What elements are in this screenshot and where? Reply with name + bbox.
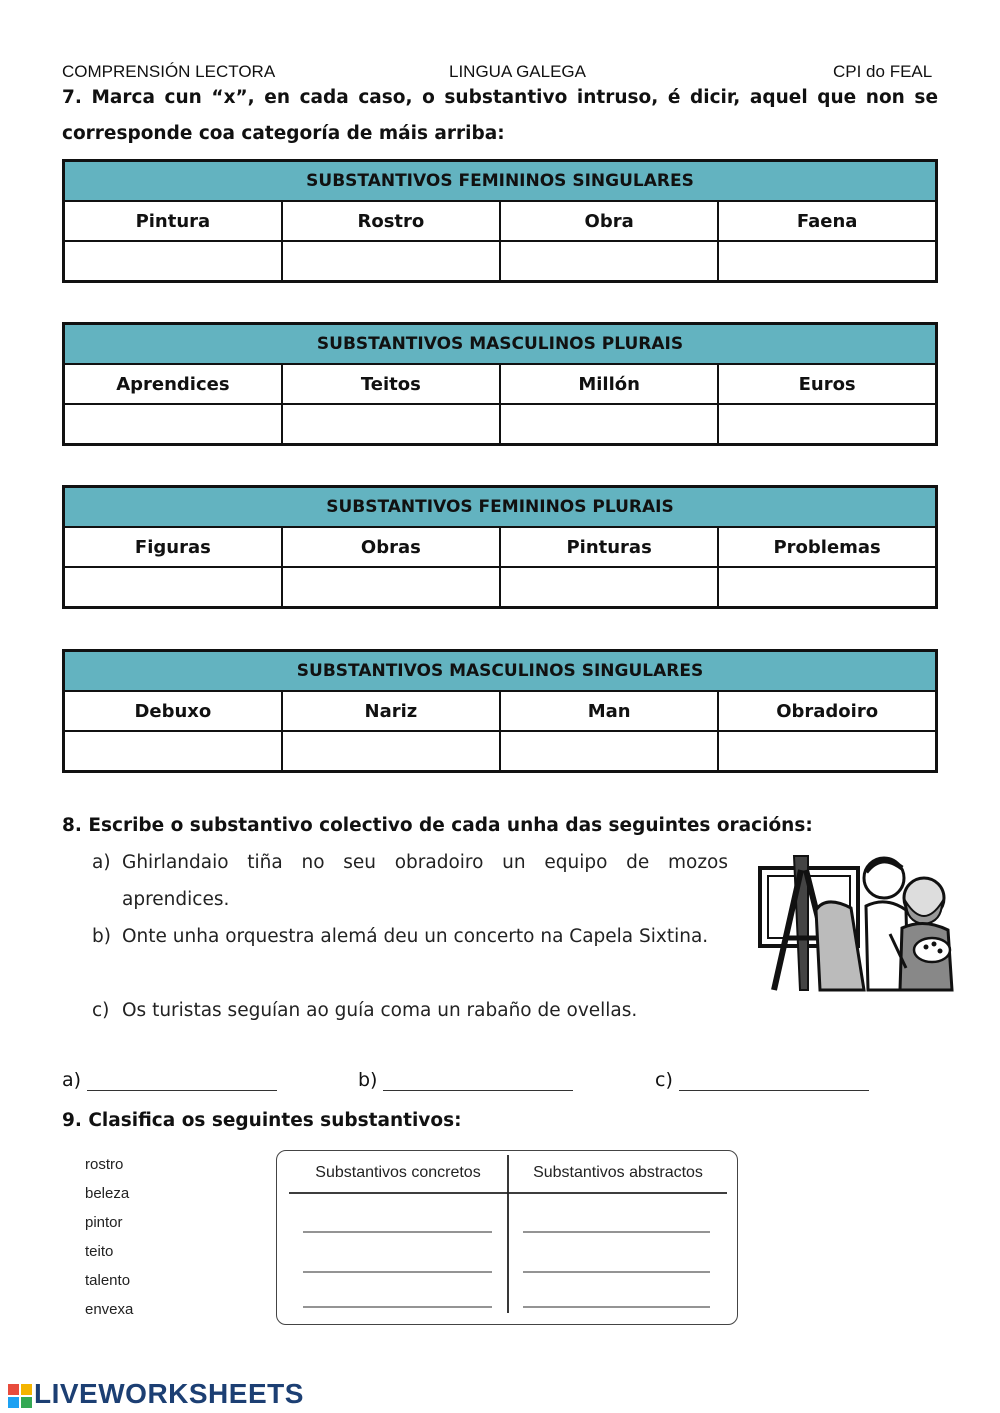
mark-cell[interactable] bbox=[282, 404, 500, 445]
word-cell: Faena bbox=[718, 201, 936, 241]
answer-b bbox=[358, 1066, 573, 1091]
sentence-a bbox=[92, 844, 728, 918]
mark-cell[interactable] bbox=[718, 404, 936, 445]
word-cell: Obras bbox=[282, 527, 500, 567]
mark-cell[interactable] bbox=[718, 731, 936, 772]
category-table bbox=[62, 649, 938, 773]
sentence-label: c) bbox=[92, 1000, 110, 1021]
word-item: rostro bbox=[85, 1156, 124, 1173]
q8-title: 8. Escribe o substantivo colectivo de cada unha das seguintes oracións: bbox=[62, 815, 813, 836]
sentence-label: a) bbox=[92, 852, 111, 873]
mark-cell[interactable] bbox=[282, 241, 500, 282]
word-cell: Figuras bbox=[64, 527, 282, 567]
answer-c bbox=[655, 1066, 869, 1091]
word-item: talento bbox=[85, 1272, 131, 1289]
mark-cell[interactable] bbox=[718, 567, 936, 608]
word-cell: Aprendices bbox=[64, 364, 282, 404]
word-cell: Debuxo bbox=[64, 691, 282, 731]
mark-cell[interactable] bbox=[282, 731, 500, 772]
word-cell: Man bbox=[500, 691, 718, 731]
sentence-text: Os turistas seguían ao guía coma un rabaño de ovellas. bbox=[122, 1000, 638, 1021]
word-item: pintor bbox=[85, 1214, 123, 1231]
sentence-c bbox=[92, 992, 728, 1029]
answer-line[interactable] bbox=[679, 1066, 869, 1091]
answer-label: b) bbox=[358, 1069, 378, 1091]
table-heading: SUBSTANTIVOS MASCULINOS PLURAIS bbox=[64, 324, 937, 365]
category-table bbox=[62, 159, 938, 283]
column-heading-abstract: Substantivos abstractos bbox=[533, 1164, 703, 1181]
painters-illustration bbox=[756, 850, 956, 992]
header-course: LINGUA GALEGA bbox=[449, 62, 586, 81]
mark-cell[interactable] bbox=[500, 404, 718, 445]
q7-title: 7. Marca cun “x”, en cada caso, o substantivo intruso, é dicir, aquel que non se corresponde coa categoría de máis arriba: bbox=[62, 87, 938, 144]
mark-cell[interactable] bbox=[64, 567, 282, 608]
sentence-b bbox=[92, 918, 728, 955]
mark-cell[interactable] bbox=[500, 241, 718, 282]
word-cell: Problemas bbox=[718, 527, 936, 567]
column-heading-concrete: Substantivos concretos bbox=[315, 1164, 481, 1181]
category-table bbox=[62, 322, 938, 446]
table-heading: SUBSTANTIVOS MASCULINOS SINGULARES bbox=[64, 651, 937, 692]
sentence-text: Ghirlandaio tiña no seu obradoiro un equipo de mozos aprendices. bbox=[122, 852, 728, 910]
paint-dot-shape bbox=[924, 945, 929, 950]
mark-cell[interactable] bbox=[64, 731, 282, 772]
word-cell: Euros bbox=[718, 364, 936, 404]
answer-a bbox=[62, 1066, 277, 1091]
word-cell: Pintura bbox=[64, 201, 282, 241]
mark-cell[interactable] bbox=[64, 241, 282, 282]
word-cell: Obra bbox=[500, 201, 718, 241]
answer-label: a) bbox=[62, 1069, 82, 1091]
classification-box bbox=[276, 1150, 738, 1325]
answer-label: c) bbox=[655, 1069, 673, 1091]
mark-cell[interactable] bbox=[718, 241, 936, 282]
classification-lines bbox=[277, 1151, 737, 1324]
word-cell: Rostro bbox=[282, 201, 500, 241]
header-subject: COMPRENSIÓN LECTORA bbox=[62, 62, 276, 81]
category-table bbox=[62, 485, 938, 609]
sentence-label: b) bbox=[92, 926, 111, 947]
word-cell: Nariz bbox=[282, 691, 500, 731]
word-list bbox=[85, 1150, 133, 1324]
word-item: beleza bbox=[85, 1185, 130, 1202]
paint-dot-shape bbox=[938, 949, 943, 954]
liveworksheets-logo-icon bbox=[8, 1384, 32, 1408]
header-school: CPI do FEAL bbox=[833, 62, 933, 81]
paint-dot-shape bbox=[932, 942, 937, 947]
mark-cell[interactable] bbox=[500, 731, 718, 772]
word-cell: Pinturas bbox=[500, 527, 718, 567]
sentence-text: Onte unha orquestra alemá deu un concerto na Capela Sixtina. bbox=[122, 926, 709, 947]
word-item: teito bbox=[85, 1243, 114, 1260]
answer-line[interactable] bbox=[383, 1066, 573, 1091]
word-cell: Obradoiro bbox=[718, 691, 936, 731]
table-heading: SUBSTANTIVOS FEMININOS SINGULARES bbox=[64, 161, 937, 202]
word-cell: Teitos bbox=[282, 364, 500, 404]
q8-answers bbox=[62, 1066, 938, 1100]
brand-logo-text[interactable]: LIVEWORKSHEETS bbox=[34, 1378, 304, 1409]
word-item: envexa bbox=[85, 1301, 134, 1318]
mark-cell[interactable] bbox=[64, 404, 282, 445]
mark-cell[interactable] bbox=[282, 567, 500, 608]
mark-cell[interactable] bbox=[500, 567, 718, 608]
answer-line[interactable] bbox=[87, 1066, 277, 1091]
palette-shape bbox=[914, 938, 950, 962]
q9-title: 9. Clasifica os seguintes substantivos: bbox=[62, 1110, 462, 1131]
word-cell: Millón bbox=[500, 364, 718, 404]
table-heading: SUBSTANTIVOS FEMININOS PLURAIS bbox=[64, 487, 937, 528]
